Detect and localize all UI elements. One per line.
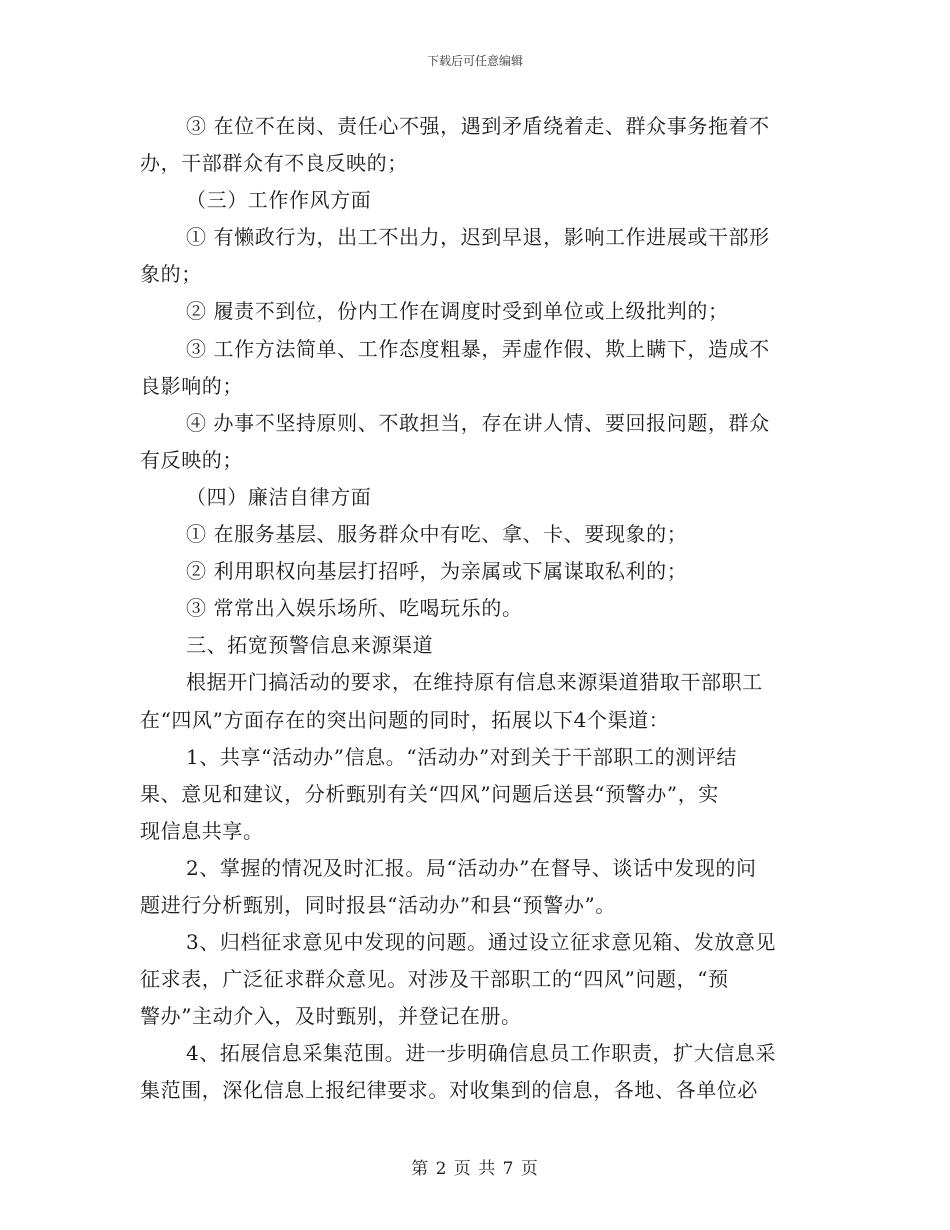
body-line: 在“四风”方面存在的突出问题的同时，拓展以下4个渠道： (140, 707, 670, 732)
body-line: 集范围，深化信息上报纪律要求。对收集到的信息，各地、各单位必 (140, 1078, 758, 1103)
body-line: 2、掌握的情况及时汇报。局“活动办”在督导、谈话中发现的问 (186, 855, 757, 880)
body-line: ② 履责不到位，份内工作在调度时受到单位或上级批判的； (186, 299, 729, 324)
body-line: ③ 常常出入娱乐场所、吃喝玩乐的。 (186, 596, 523, 621)
body-line: ① 有懒政行为，出工不出力，迟到早退，影响工作进展或干部形 (186, 225, 770, 250)
body-line: 办，干部群众有不良反映的； (140, 151, 408, 176)
body-line: ② 利用职权向基层打招呼，为亲属或下属谋取私利的； (186, 559, 688, 584)
body-line: 1、共享“活动办”信息。“活动办”对到关于干部职工的测评结 (186, 744, 738, 769)
body-line: ① 在服务基层、服务群众中有吃、拿、卡、要现象的； (186, 522, 688, 547)
body-line: 有反映的； (140, 447, 243, 472)
document-body (140, 108, 804, 1110)
body-line: 象的； (140, 262, 202, 287)
page-header: 下载后可任意编辑 (426, 54, 523, 68)
body-line: 警办”主动介入，及时甄别，并登记在册。 (140, 1004, 522, 1029)
body-line: 良影响的； (140, 373, 243, 398)
body-line: ④ 办事不坚持原则、不敢担当，存在讲人情、要回报问题，群众 (186, 410, 770, 435)
body-line: 4、拓展信息采集范围。进一步明确信息员工作职责，扩大信息采 (186, 1041, 777, 1066)
body-line: 征求表，广泛征求群众意见。对涉及干部职工的“四风”问题，“预 (140, 967, 729, 992)
section-heading: 三、拓宽预警信息来源渠道 (186, 633, 434, 658)
body-line: 根据开门搞活动的要求，在维持原有信息来源渠道猎取干部职工 (186, 670, 763, 695)
body-line: 3、归档征求意见中发现的问题。通过设立征求意见箱、发放意见 (186, 930, 777, 955)
section-heading: （四）廉洁自律方面 (186, 484, 372, 509)
section-heading: （三）工作作风方面 (186, 188, 372, 213)
body-line: ③ 在位不在岗、责任心不强，遇到矛盾绕着走、群众事务拖着不 (186, 114, 770, 138)
body-line: 现信息共享。 (140, 818, 264, 843)
body-line: ③ 工作方法简单、工作态度粗暴，弄虚作假、欺上瞒下，造成不 (186, 336, 770, 361)
body-line: 题进行分析甄别，同时报县“活动办”和县“预警办”。 (140, 892, 616, 917)
body-line: 果、意见和建议，分析甄别有关“四风”问题后送县“预警办”，实 (140, 781, 719, 806)
page-number: 第 2 页 共 7 页 (411, 1159, 539, 1179)
